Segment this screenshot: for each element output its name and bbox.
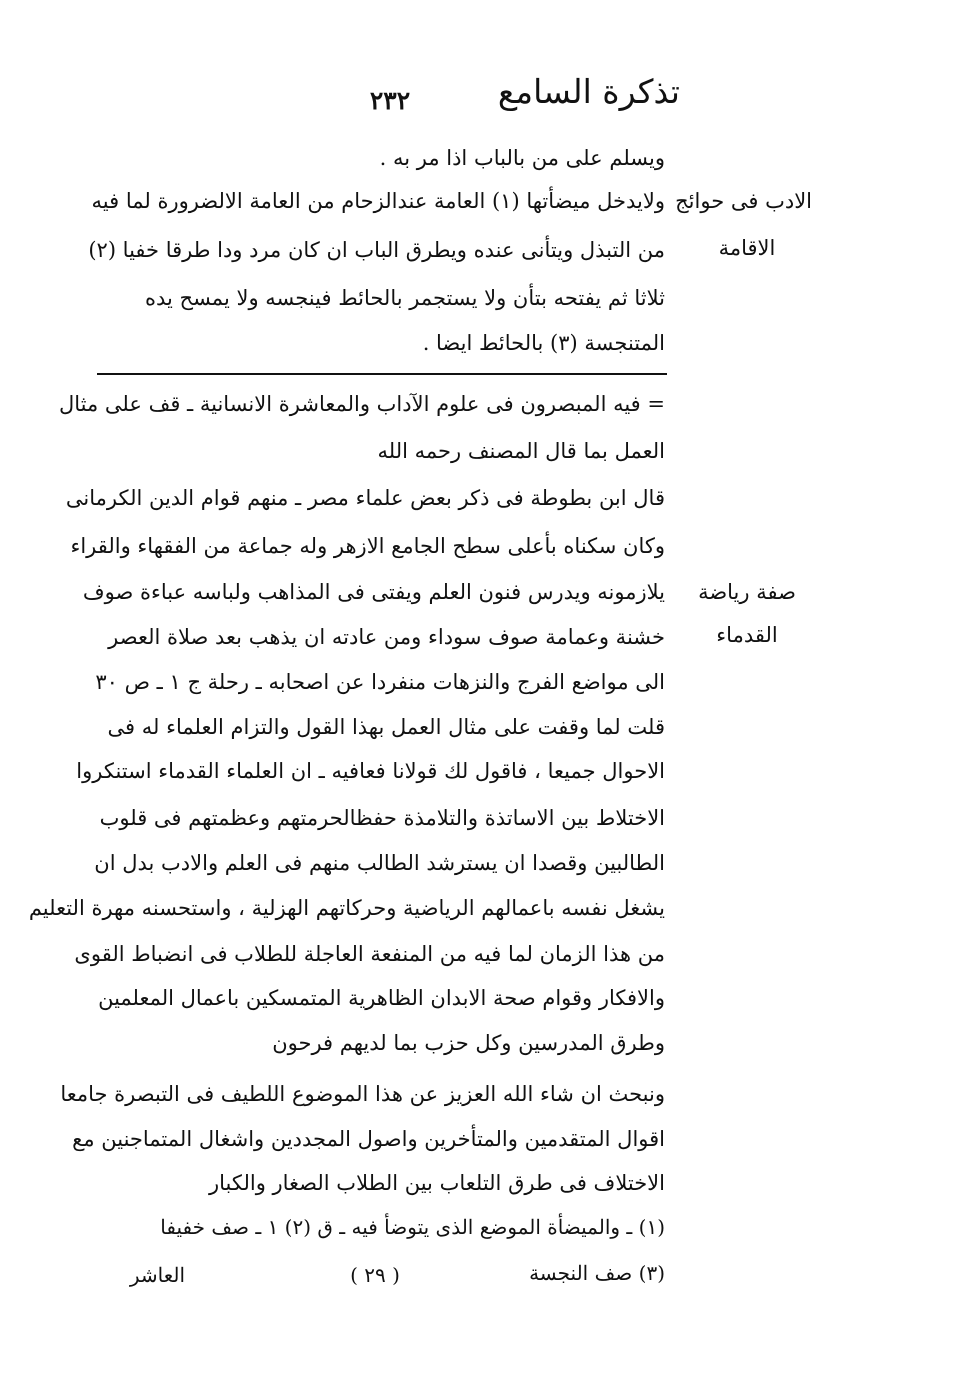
commentary-line: يشغل نفسه باعمالهم الرياضية وحركاتهم الهزلية ، واستحسنه مهرة التعليم (28, 896, 665, 920)
commentary-line: اقوال المتقدمين والمتأخرين واصول المجددين واشغال المتماجنين مع (72, 1127, 665, 1151)
footnote-line: (١) ـ والميضأة الموضع الذى يتوضأ فيه ـ ق (٢) ١ ـ صف خفيفا (160, 1215, 665, 1239)
commentary-line: خشنة وعمامة صوف سوداء ومن عادته ان يذهب بعد صلاة العصر (108, 625, 665, 649)
commentary-line: العمل بما قال المصنف رحمه الله (377, 439, 665, 463)
main-text-line: ولايدخل ميضأتها (١) العامة عندالزحام من العامة الالضرورة لما فيه (91, 189, 665, 213)
commentary-separator (97, 373, 667, 375)
signature-label: العاشر (129, 1263, 185, 1287)
margin-note: صفة رياضة (698, 580, 796, 604)
main-text-line: ويسلم على من بالباب اذا مر به . (379, 146, 665, 170)
commentary-line: الاحوال جميعا ، فاقول لك قولانا فعافيه ـ ان العلماء القدماء استنكروا (76, 759, 665, 783)
signature-number: ( ٢٩ ) (350, 1263, 400, 1287)
commentary-line: الطالبين وقصدا ان يسترشد الطالب منهم فى العلم والادب بدل ان (94, 851, 665, 875)
commentary-line: يلازمونه ويدرس فنون العلم ويفتى فى المذاهب ولباسه عباءة صوف (82, 580, 665, 604)
commentary-line: الاختلاط بين الاساتذة والتلامذة حفظالحرمتهم وعظمتهم فى قلوب (99, 806, 665, 830)
commentary-line: وطرق المدرسين وكل حزب بما لديهم فرحون (272, 1031, 665, 1055)
commentary-line: قال ابن بطوطة فى ذكر بعض علماء مصر ـ منهم قوام الدين الكرمانى (65, 486, 665, 510)
commentary-line: = فيه المبصرون فى علوم الآداب والمعاشرة الانسانية ـ قف على مثال (59, 392, 665, 416)
commentary-line: قلت لما وقفت على مثال العمل بهذا القول والتزام العلماء له فى (107, 715, 665, 739)
margin-note: الاقامة (718, 236, 776, 260)
margin-note: القدماء (716, 623, 778, 647)
commentary-line: والافكار وقوام صحة الابدان الظاهرية المتمسكين باعمال المعلمين (98, 986, 665, 1010)
running-title: تذكرة السامع (497, 72, 680, 111)
commentary-line: وكان سكناه بأعلى سطح الجامع الازهر وله جماعة من الفقهاء والقراء (70, 534, 665, 558)
main-text-line: من التبذل ويتأنى عنده ويطرق الباب ان كان مرد ودا طرقا خفيا (٢) (88, 238, 665, 262)
page-number: ٢٣٢ (369, 86, 411, 115)
main-text-line: المتنجسة (٣) بالحائط ايضا . (422, 331, 665, 355)
commentary-line: الى مواضع الفرج والنزهات منفردا عن اصحابه ـ رحلة ج ١ ـ ص ٣٠ (95, 670, 665, 694)
main-text-line: ثلاثا ثم يفتحه بتأن ولا يستجمر بالحائط فينجسه ولا يمسح يده (144, 286, 665, 310)
margin-note: الادب فى حوائج (675, 189, 812, 213)
footnote-line: (٣) صف النجسة (529, 1261, 665, 1285)
commentary-line: الاختلاف فى طرق التلعاب بين الطلاب الصغار والكبار (208, 1171, 665, 1195)
commentary-line: ونبحث ان شاء الله العزيز عن هذا الموضوع اللطيف فى التبصرة جامعا (60, 1082, 665, 1106)
commentary-line: من هذا الزمان لما فيه من المنفعة العاجلة للطلاب فى انضباط القوى (74, 942, 665, 966)
